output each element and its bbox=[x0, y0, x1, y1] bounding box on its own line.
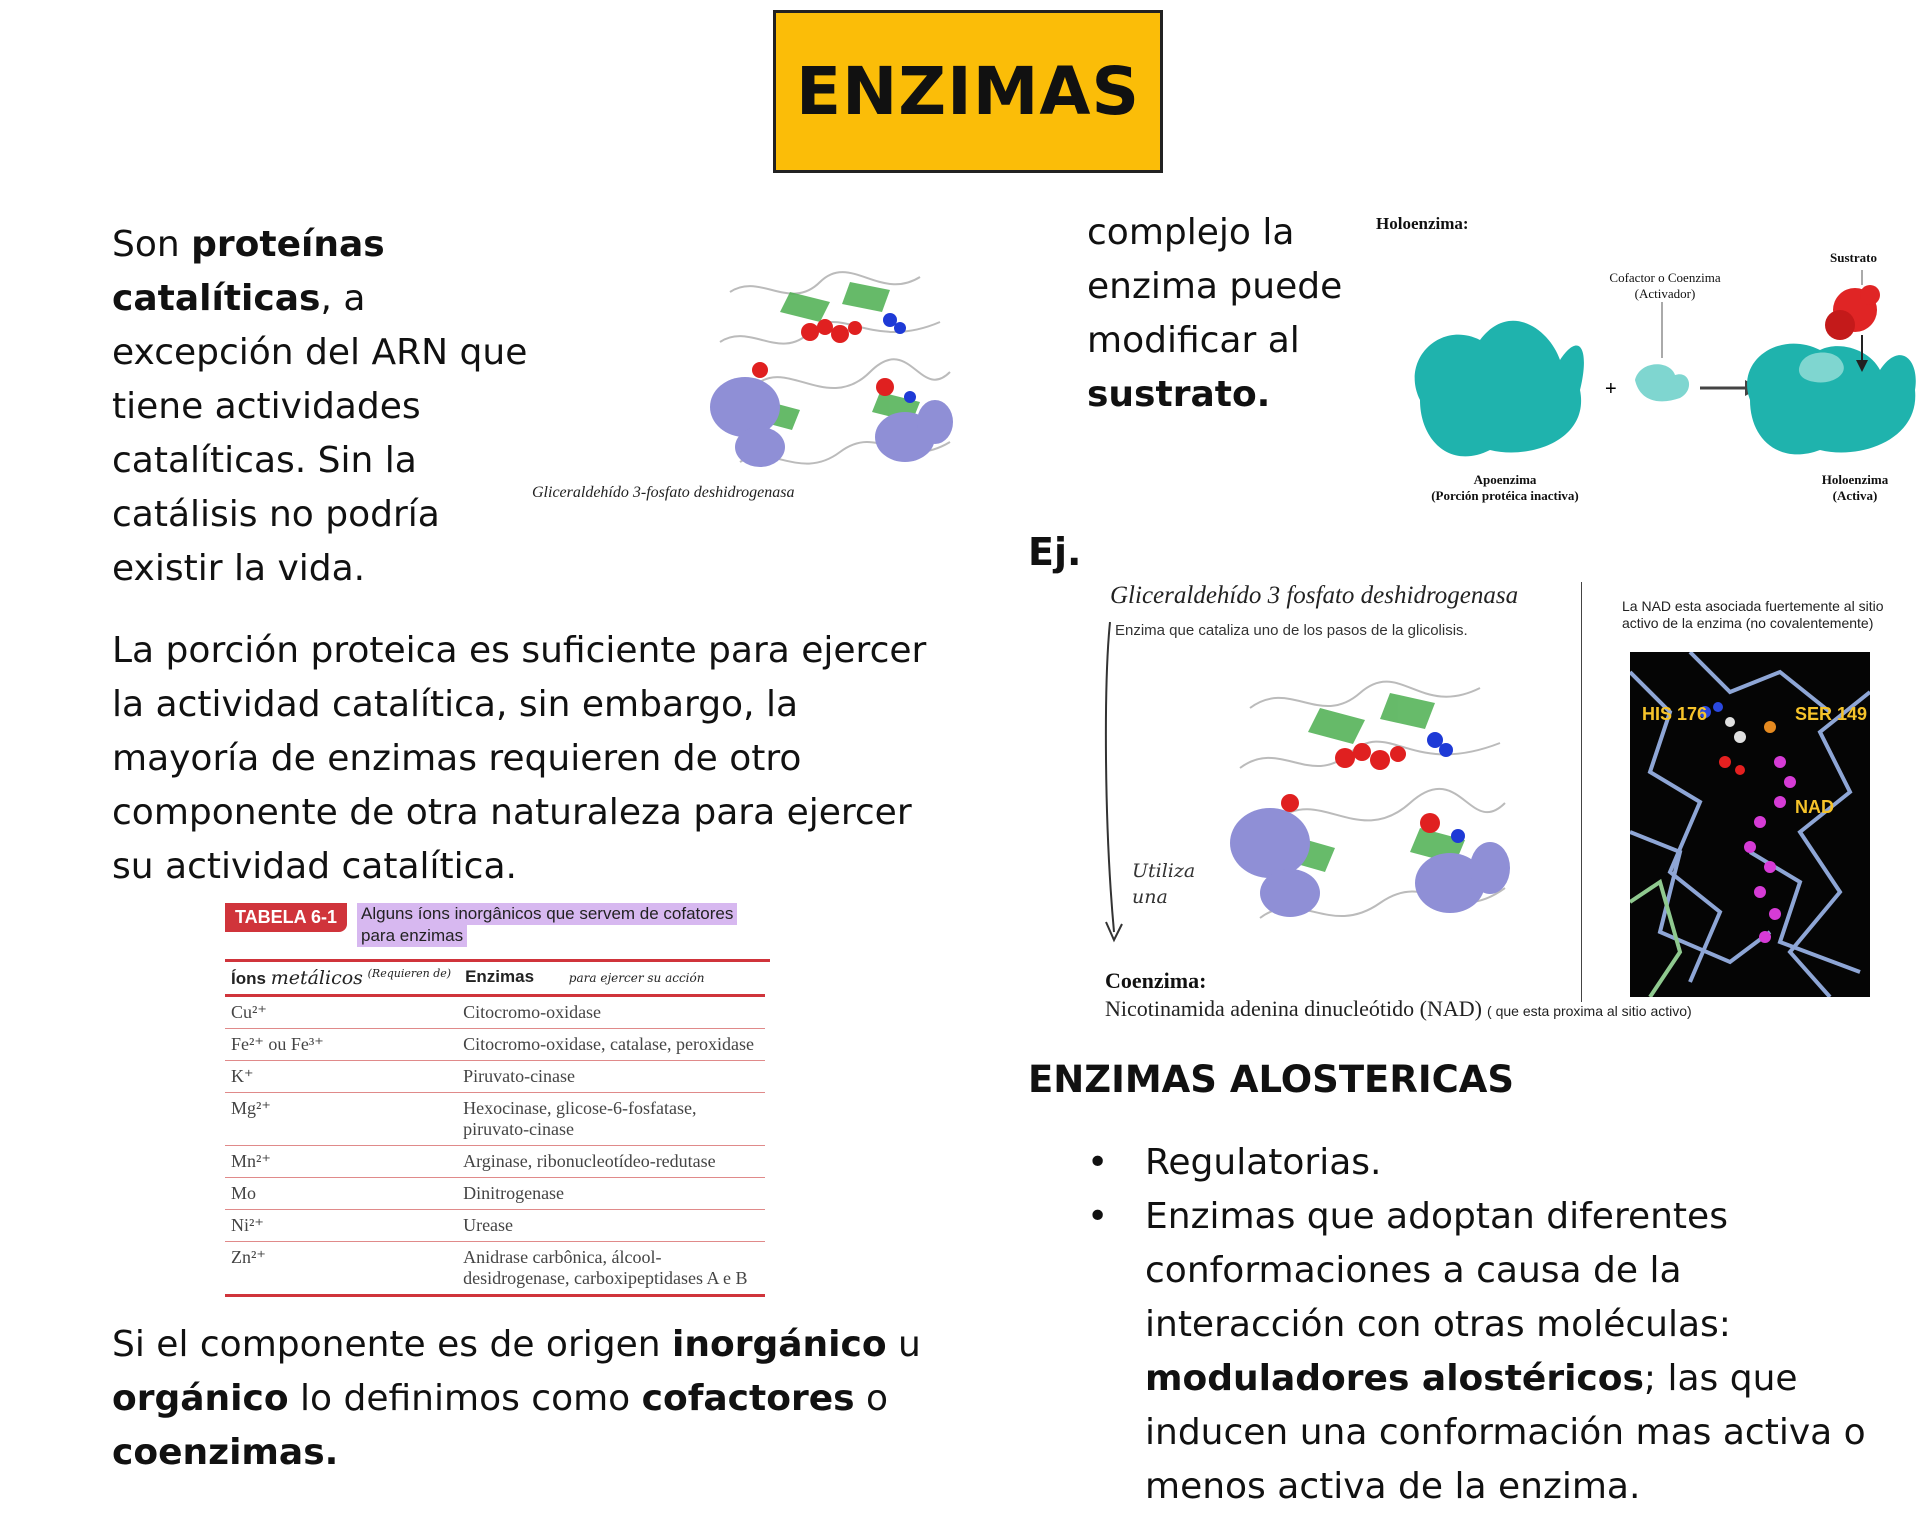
holoenzyme-diagram bbox=[1400, 240, 1920, 510]
intro-text-rest: , a excepción del ARN que tiene actividades catalíticas. Sin la catálisis no podría existir la vida. bbox=[112, 278, 528, 589]
col-header-enzymes: Enzimas bbox=[465, 967, 535, 986]
intro-bold: proteínas catalíticas bbox=[112, 224, 385, 319]
cofactor-table bbox=[225, 962, 765, 1297]
example-label: Ej. bbox=[1028, 530, 1082, 574]
p3-bold-coenzimas: coenzimas. bbox=[112, 1432, 339, 1473]
table-badge: TABELA 6-1 bbox=[225, 903, 347, 932]
ser-label: SER 149 bbox=[1795, 704, 1868, 724]
table-row bbox=[225, 1093, 765, 1146]
coenzyme-note: ( que esta proxima al sitio activo) bbox=[1487, 1003, 1692, 1019]
page-title: ENZIMAS bbox=[795, 53, 1141, 130]
ion-cell: K⁺ bbox=[225, 1061, 457, 1093]
divider bbox=[1581, 582, 1582, 1002]
enzyme-cell: Hexocinase, glicose-6-fosfatase, piruvato-cinase bbox=[457, 1093, 765, 1146]
substrate-paragraph bbox=[1087, 206, 1377, 422]
enzyme-cell: Urease bbox=[457, 1210, 765, 1242]
table-row bbox=[225, 1029, 765, 1061]
ion-cell: Mn²⁺ bbox=[225, 1146, 457, 1178]
coenzyme-label: Coenzima: bbox=[1105, 968, 1207, 993]
table-row bbox=[225, 1210, 765, 1242]
handwritten-utiliza-una: Utiliza una bbox=[1132, 860, 1196, 908]
enzyme-cell: Piruvato-cinase bbox=[457, 1061, 765, 1093]
his-label: HIS 176 bbox=[1642, 704, 1708, 724]
protein-ribbon-illustration bbox=[700, 262, 965, 497]
bullet2-text-a: Enzimas que adoptan diferentes conformaciones a causa de la interacción con otras moléculas: bbox=[1145, 1196, 1731, 1345]
p3-text-e: lo definimos como bbox=[288, 1378, 642, 1419]
protein-structure-image bbox=[700, 262, 965, 497]
p3-text-a: Si el componente es de origen bbox=[112, 1324, 673, 1365]
svg-text:+: + bbox=[1605, 378, 1617, 400]
holoenzyme-label-line1: Holoenzima bbox=[1821, 472, 1889, 487]
enzyme-cell: Arginase, ribonucleotídeo-redutase bbox=[457, 1146, 765, 1178]
cofactor-table-block bbox=[225, 903, 770, 1297]
cofactor-label-line1: Cofactor o Coenzima bbox=[1609, 270, 1721, 285]
proteic-portion-paragraph: La porción proteica es suficiente para ejercer la actividad catalítica, sin embargo, la mayoría de enzimas requieren de otro componente de otra naturaleza para ejercer su actividad catalítica. bbox=[112, 630, 927, 887]
table-body bbox=[225, 996, 765, 1296]
enzyme-cell: Anidrase carbônica, álcool-desidrogenase, carboxipeptidases A e B bbox=[457, 1242, 765, 1296]
holoenzyme-title: Holoenzima: bbox=[1376, 214, 1469, 233]
cofactor-label bbox=[1590, 270, 1740, 302]
p3-bold-cofactores: cofactores bbox=[641, 1378, 855, 1419]
example-subtitle: Enzima que cataliza uno de los pasos de la glicolisis. bbox=[1115, 622, 1468, 639]
ion-cell: Ni²⁺ bbox=[225, 1210, 457, 1242]
p3-text-c: u bbox=[886, 1324, 921, 1365]
handwritten-note-requieren: (Requieren de) bbox=[367, 967, 452, 980]
holoenzyme-label bbox=[1790, 472, 1920, 504]
enzyme-cell: Citocromo-oxidase, catalase, peroxidase bbox=[457, 1029, 765, 1061]
active-site-image bbox=[1630, 652, 1870, 997]
ion-cell: Cu²⁺ bbox=[225, 996, 457, 1029]
substrate-label: Sustrato bbox=[1830, 250, 1877, 265]
substrate-bold: sustrato. bbox=[1087, 374, 1271, 415]
ion-cell: Zn²⁺ bbox=[225, 1242, 457, 1296]
table-row bbox=[225, 1061, 765, 1093]
apoenzyme-label-line2: (Porción protéica inactiva) bbox=[1431, 488, 1579, 503]
enzyme-cell: Citocromo-oxidase bbox=[457, 996, 765, 1029]
intro-text: Son bbox=[112, 224, 192, 265]
substrate-text: complejo la enzima puede modificar al bbox=[1087, 212, 1343, 361]
table-header-row bbox=[225, 962, 765, 996]
cofactor-label-line2: (Activador) bbox=[1634, 286, 1696, 301]
p3-text-g: o bbox=[854, 1378, 889, 1419]
table-title-line2: para enzimas bbox=[357, 925, 467, 947]
intro-paragraph bbox=[112, 218, 532, 596]
handwritten-note-ejercer: para ejercer su acción bbox=[568, 971, 705, 985]
nad-label: NAD bbox=[1795, 797, 1834, 817]
allosteric-list bbox=[1087, 1136, 1867, 1514]
apoenzyme-label-line1: Apoenzima bbox=[1473, 472, 1537, 487]
p3-bold-organico: orgánico bbox=[112, 1378, 289, 1419]
title-banner bbox=[773, 10, 1163, 173]
coenzyme-name: Nicotinamida adenina dinucleótido (NAD) bbox=[1105, 996, 1482, 1021]
ion-cell: Fe²⁺ ou Fe³⁺ bbox=[225, 1029, 457, 1061]
allosteric-heading: ENZIMAS ALOSTERICAS bbox=[1028, 1058, 1515, 1101]
apoenzyme-label bbox=[1400, 472, 1610, 504]
table-row bbox=[225, 996, 765, 1029]
holoenzyme-label-line2: (Activa) bbox=[1832, 488, 1878, 503]
table-title-line1: Alguns íons inorgânicos que servem de cofatores bbox=[357, 903, 737, 925]
nad-note: La NAD esta asociada fuertemente al sitio activo de la enzima (no covalentemente) bbox=[1622, 598, 1884, 631]
ion-cell: Mo bbox=[225, 1178, 457, 1210]
bullet-regulatorias: • Regulatorias. bbox=[1087, 1136, 1867, 1190]
table-row bbox=[225, 1178, 765, 1210]
example-protein-image bbox=[1220, 668, 1520, 953]
bullet-conformaciones bbox=[1087, 1190, 1867, 1514]
p3-bold-inorganico: inorgánico bbox=[672, 1324, 887, 1365]
arrow-down-icon bbox=[1102, 622, 1132, 952]
protein-caption: Gliceraldehído 3-fosfato deshidrogenasa bbox=[532, 484, 795, 501]
col-header-ions: Íons bbox=[231, 969, 266, 988]
bullet2-bold: moduladores alostéricos bbox=[1145, 1358, 1644, 1399]
bullet2-text-c: ; las que inducen una conformación mas activa o menos activa de la enzima. bbox=[1145, 1358, 1866, 1507]
protein-ribbon-illustration-2 bbox=[1220, 668, 1520, 953]
example-title: Gliceraldehído 3 fosfato deshidrogenasa bbox=[1110, 582, 1519, 609]
handwritten-note-metalicos: metálicos bbox=[270, 967, 363, 989]
enzyme-cell: Dinitrogenase bbox=[457, 1178, 765, 1210]
table-row bbox=[225, 1146, 765, 1178]
handwritten-arrow bbox=[1102, 622, 1132, 952]
cofactor-definition-paragraph bbox=[112, 1318, 932, 1480]
table-row bbox=[225, 1242, 765, 1296]
coenzyme-name-line bbox=[1105, 996, 1692, 1022]
ion-cell: Mg²⁺ bbox=[225, 1093, 457, 1146]
